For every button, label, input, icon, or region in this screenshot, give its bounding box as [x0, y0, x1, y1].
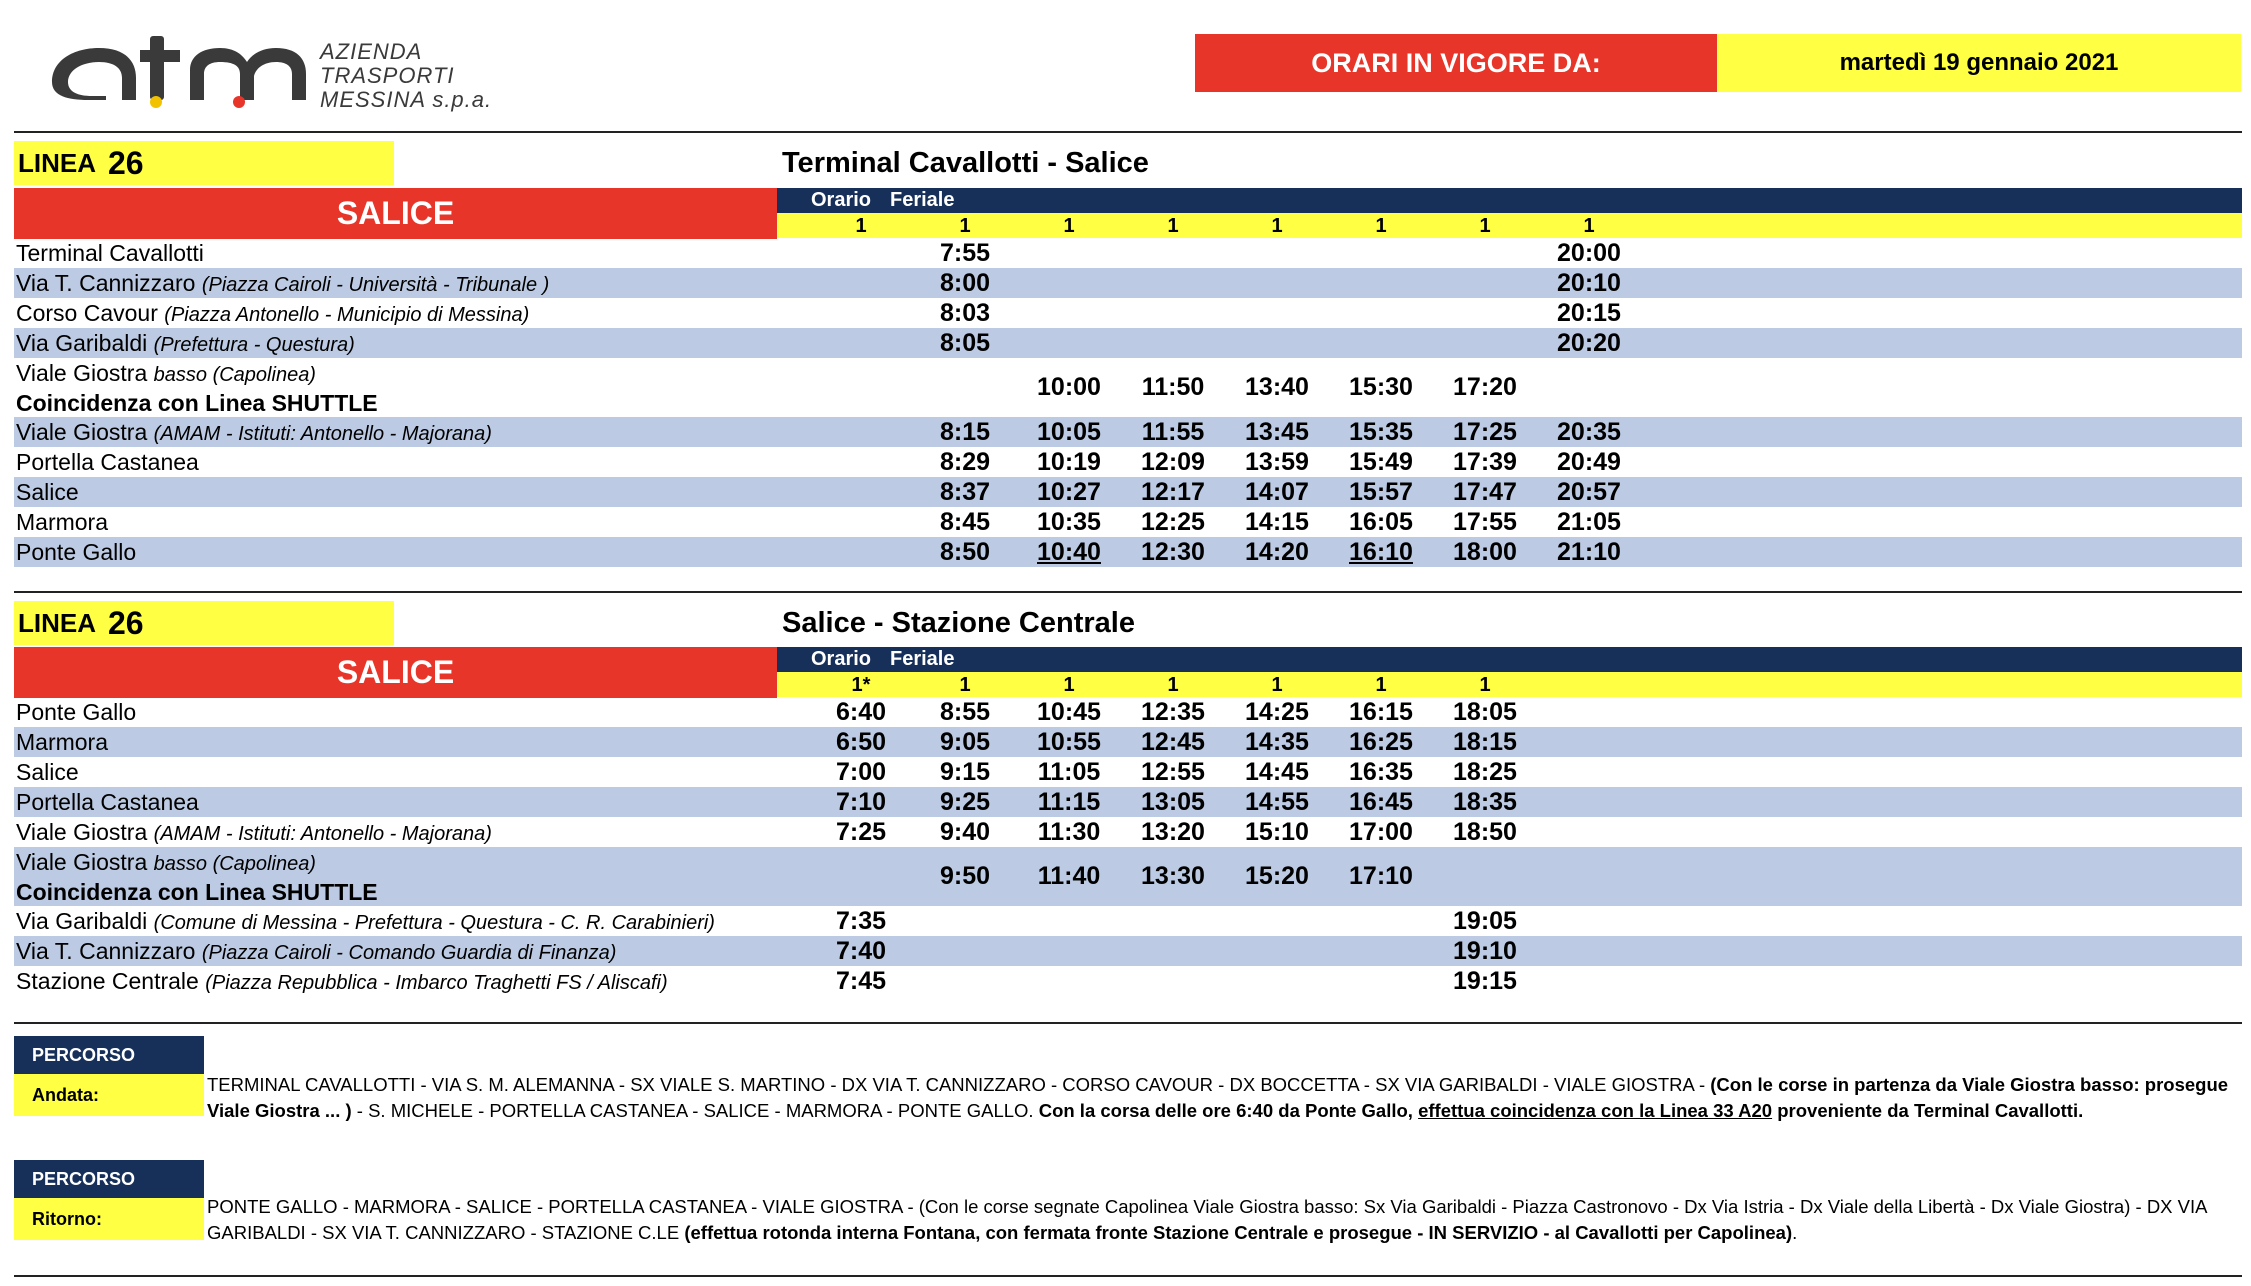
course-codes [777, 213, 2242, 238]
departure-time: 20:35 [1557, 418, 1621, 446]
percorso-ritorno-label: Ritorno: [14, 1198, 204, 1240]
route-title: Terminal Cavallotti - Salice [782, 147, 1149, 179]
stop-label: Stazione Centrale [16, 968, 199, 994]
linea-label: LINEA [18, 147, 96, 178]
departure-time: 10:27 [1037, 478, 1101, 506]
departure-time: 17:20 [1453, 373, 1517, 401]
departure-time: 8:45 [939, 508, 991, 536]
departure-time: 21:05 [1557, 508, 1621, 536]
table-row [14, 936, 2242, 966]
departure-time: 7:35 [835, 907, 887, 935]
stop-label: Via T. Cannizzaro [16, 270, 196, 296]
percorso-andata-text [207, 1072, 2237, 1124]
orario-label: Orario [811, 648, 872, 670]
stop-label: Viale Giostra [16, 849, 148, 875]
table-row [14, 787, 2242, 817]
departure-time: 11:15 [1037, 788, 1101, 816]
table-row [14, 358, 2242, 417]
table-row [14, 268, 2242, 298]
departure-time: 7:55 [939, 239, 991, 267]
departure-time: 8:55 [939, 698, 991, 726]
table-row [14, 238, 2242, 268]
departure-time: 12:45 [1141, 728, 1205, 756]
stop-name [16, 848, 378, 906]
stop-note: basso (Capolinea) [153, 853, 316, 875]
percorso-ritorno-part: . [1792, 1222, 1798, 1243]
stop-name [16, 298, 529, 330]
departure-time: 8:50 [939, 538, 991, 566]
departure-time: 8:37 [939, 478, 991, 506]
departure-time: 10:45 [1037, 698, 1101, 726]
table-row [14, 817, 2242, 847]
departure-time: 15:57 [1349, 478, 1413, 506]
departure-time: 9:15 [939, 758, 991, 786]
departure-time: 14:45 [1245, 758, 1309, 786]
course-code: 1 [1271, 215, 1283, 237]
departure-time: 10:19 [1037, 448, 1101, 476]
shuttle-connection: Coincidenza con Linea SHUTTLE [16, 879, 378, 905]
departure-time: 11:40 [1037, 862, 1101, 890]
stop-note: (AMAM - Istituti: Antonello - Majorana) [153, 823, 492, 845]
departure-time: 14:55 [1245, 788, 1309, 816]
stop-label: Ponte Gallo [16, 699, 137, 725]
departure-time: 18:50 [1453, 818, 1517, 846]
departure-time: 20:49 [1557, 448, 1621, 476]
departure-time: 20:57 [1557, 478, 1621, 506]
stop-label: Ponte Gallo [16, 539, 137, 565]
departure-time: 19:15 [1453, 967, 1517, 995]
course-code: 1 [1583, 215, 1595, 237]
departure-time: 18:05 [1453, 698, 1517, 726]
departure-time: 6:40 [835, 698, 887, 726]
route-title: Salice - Stazione Centrale [782, 607, 1135, 639]
departure-time: 13:05 [1141, 788, 1205, 816]
departure-time: 12:17 [1141, 478, 1205, 506]
departure-time: 13:59 [1245, 448, 1309, 476]
table-row [14, 447, 2242, 477]
stop-label: Via T. Cannizzaro [16, 938, 196, 964]
departure-time: 17:39 [1453, 448, 1517, 476]
course-code: 1* [851, 674, 871, 696]
departure-time: 7:25 [835, 818, 887, 846]
table-row [14, 906, 2242, 936]
departure-time: 9:25 [939, 788, 991, 816]
percorso-title: PERCORSO [14, 1160, 204, 1198]
course-code: 1 [1479, 215, 1491, 237]
departure-time: 16:45 [1349, 788, 1413, 816]
stop-name [16, 359, 378, 417]
departure-time: 13:40 [1245, 373, 1309, 401]
stop-note: (Piazza Antonello - Municipio di Messina) [164, 304, 530, 326]
departure-time: 9:40 [939, 818, 991, 846]
departure-time: 17:47 [1453, 478, 1517, 506]
table-row [14, 697, 2242, 727]
stop-name [16, 757, 79, 787]
stop-note: (Piazza Cairoli - Comando Guardia di Finanza) [201, 942, 617, 964]
departure-time: 16:15 [1349, 698, 1413, 726]
departure-time: 8:00 [939, 269, 991, 297]
departure-time: 13:45 [1245, 418, 1309, 446]
stop-name [16, 727, 108, 757]
departure-time: 8:03 [939, 299, 991, 327]
divider [14, 1022, 2242, 1024]
stop-name [16, 537, 136, 567]
departure-time: 17:00 [1349, 818, 1413, 846]
percorso-ritorno-part: PONTE GALLO - MARMORA - SALICE - PORTELLA CASTANEA - VIALE GIOSTRA - (Con le corse segnate Capolinea Viale Giostra basso: Sx Via Garibaldi - Piazza Castronovo - Dx Via Istria - Dx Viale della Libertà - Dx Viale Giostra) - DX VIA GARIBALDI - SX VIA T. CANNIZZARO - STAZIONE C.LE [207, 1196, 2207, 1243]
stop-label: Viale Giostra [16, 360, 148, 386]
departure-time: 20:00 [1557, 239, 1621, 267]
stop-label: Marmora [16, 729, 109, 755]
course-code: 1 [1271, 674, 1283, 696]
orario-header [777, 188, 2242, 213]
departure-time: 16:35 [1349, 758, 1413, 786]
departure-time: 8:15 [939, 418, 991, 446]
stop-label: Portella Castanea [16, 789, 199, 815]
feriale-label: Feriale [890, 189, 955, 211]
course-code: 1 [855, 215, 867, 237]
departure-time: 9:05 [939, 728, 991, 756]
percorso-andata-link: effettua coincidenza con la Linea 33 A20 [1418, 1100, 1773, 1121]
departure-time: 16:05 [1349, 508, 1413, 536]
departure-time: 18:35 [1453, 788, 1517, 816]
course-code: 1 [1479, 674, 1491, 696]
table-row [14, 328, 2242, 358]
departure-time: 12:30 [1141, 538, 1205, 566]
stop-label: Marmora [16, 509, 109, 535]
valid-from-label: ORARI IN VIGORE DA: [1195, 34, 1717, 92]
divider [14, 591, 2242, 593]
departure-time: 10:55 [1037, 728, 1101, 756]
stop-name [16, 817, 492, 849]
table-row [14, 757, 2242, 787]
table-row [14, 847, 2242, 906]
departure-time: 15:10 [1245, 818, 1309, 846]
departure-time: 11:50 [1141, 373, 1205, 401]
percorso-andata-bold: (Con le corse in partenza da Viale Giostra basso: prosegue Viale Giostra ... ) [207, 1074, 2229, 1121]
company-line-1: AZIENDA [320, 39, 423, 64]
departure-time: 12:09 [1141, 448, 1205, 476]
departure-time: 17:55 [1453, 508, 1517, 536]
percorso-andata-label: Andata: [14, 1074, 204, 1116]
stop-name [16, 936, 616, 968]
stop-name [16, 268, 549, 300]
table-row [14, 477, 2242, 507]
stop-name [16, 328, 355, 360]
stop-name [16, 966, 668, 998]
stop-label: Portella Castanea [16, 449, 199, 475]
departure-time: 14:07 [1245, 478, 1309, 506]
stop-note: (Piazza Repubblica - Imbarco Traghetti FS / Aliscafi) [205, 972, 668, 994]
course-code: 1 [1167, 215, 1179, 237]
stop-name [16, 417, 492, 449]
table-row [14, 507, 2242, 537]
orario-header [777, 647, 2242, 672]
percorso-andata-part: - S. MICHELE - PORTELLA CASTANEA - SALICE - MARMORA - PONTE GALLO. [351, 1100, 1039, 1121]
percorso-ritorno-bold: (effettua rotonda interna Fontana, con fermata fronte Stazione Centrale e prosegue - IN SERVIZIO - al Cavallotti per Capolinea) [684, 1222, 1793, 1243]
percorso-andata-bold: proveniente da Terminal Cavallotti. [1772, 1100, 2084, 1121]
departure-time: 13:20 [1141, 818, 1205, 846]
course-codes [777, 672, 2242, 697]
departure-time: 16:10 [1349, 538, 1413, 566]
departure-time: 12:55 [1141, 758, 1205, 786]
departure-time: 12:35 [1141, 698, 1205, 726]
direction-banner: SALICE [14, 188, 777, 239]
table-row [14, 537, 2242, 567]
departure-time: 12:25 [1141, 508, 1205, 536]
stop-label: Viale Giostra [16, 419, 148, 445]
departure-time: 17:10 [1349, 862, 1413, 890]
stop-name [16, 447, 199, 477]
feriale-label: Feriale [890, 648, 955, 670]
divider [14, 131, 2242, 133]
orario-label: Orario [811, 189, 872, 211]
departure-time: 15:49 [1349, 448, 1413, 476]
course-code: 1 [1375, 674, 1387, 696]
departure-time: 7:10 [835, 788, 887, 816]
departure-time: 14:35 [1245, 728, 1309, 756]
stop-note: (Comune di Messina - Prefettura - Questura - C. R. Carabinieri) [153, 912, 715, 934]
stop-note: (Piazza Cairoli - Università - Tribunale ) [201, 274, 550, 296]
shuttle-connection: Coincidenza con Linea SHUTTLE [16, 390, 378, 416]
stop-note: (AMAM - Istituti: Antonello - Majorana) [153, 423, 492, 445]
stop-name [16, 507, 108, 537]
departure-time: 19:05 [1453, 907, 1517, 935]
departure-time: 7:40 [835, 937, 887, 965]
departure-time: 14:20 [1245, 538, 1309, 566]
departure-time: 20:20 [1557, 329, 1621, 357]
direction-banner: SALICE [14, 647, 777, 698]
linea-label: LINEA [18, 607, 96, 638]
departure-time: 20:10 [1557, 269, 1621, 297]
departure-time: 13:30 [1141, 862, 1205, 890]
departure-time: 10:40 [1037, 538, 1101, 566]
percorso-title: PERCORSO [14, 1036, 204, 1074]
departure-time: 8:05 [939, 329, 991, 357]
table-row [14, 298, 2242, 328]
company-line-3: MESSINA s.p.a. [320, 87, 493, 112]
departure-time: 17:25 [1453, 418, 1517, 446]
stop-label: Salice [16, 479, 79, 505]
course-code: 1 [1063, 674, 1075, 696]
valid-from-date: martedì 19 gennaio 2021 [1717, 34, 2241, 92]
departure-time: 14:15 [1245, 508, 1309, 536]
stop-note: (Prefettura - Questura) [153, 334, 355, 356]
departure-time: 11:55 [1141, 418, 1205, 446]
course-code: 1 [1375, 215, 1387, 237]
company-name [320, 40, 492, 112]
departure-time: 10:35 [1037, 508, 1101, 536]
departure-time: 6:50 [835, 728, 887, 756]
course-code: 1 [1063, 215, 1075, 237]
departure-time: 10:00 [1037, 373, 1101, 401]
stop-label: Via Garibaldi [16, 908, 148, 934]
stop-label: Salice [16, 759, 79, 785]
stop-name [16, 238, 204, 268]
departure-time: 7:45 [835, 967, 887, 995]
percorso-andata-part: TERMINAL CAVALLOTTI - VIA S. M. ALEMANNA - SX VIALE S. MARTINO - DX VIA T. CANNIZZARO - CORSO CAVOUR - DX BOCCETTA - SX VIA GARIBALDI - VIALE GIOSTRA - [207, 1074, 1711, 1095]
departure-time: 15:30 [1349, 373, 1413, 401]
departure-time: 8:29 [939, 448, 991, 476]
company-line-2: TRASPORTI [320, 63, 455, 88]
course-code: 1 [959, 674, 971, 696]
departure-time: 7:00 [835, 758, 887, 786]
course-code: 1 [1167, 674, 1179, 696]
linea-badge [14, 141, 394, 185]
table-row [14, 727, 2242, 757]
table-row [14, 966, 2242, 996]
departure-time: 21:10 [1557, 538, 1621, 566]
stop-name [16, 906, 715, 938]
departure-time: 9:50 [939, 862, 991, 890]
departure-time: 11:05 [1037, 758, 1101, 786]
table-row [14, 417, 2242, 447]
stop-label: Terminal Cavallotti [16, 240, 204, 266]
departure-time: 20:15 [1557, 299, 1621, 327]
stop-label: Viale Giostra [16, 819, 148, 845]
departure-time: 15:20 [1245, 862, 1309, 890]
stop-name [16, 477, 79, 507]
departure-time: 18:25 [1453, 758, 1517, 786]
stop-label: Via Garibaldi [16, 330, 148, 356]
percorso-andata-bold: Con la corsa delle ore 6:40 da Ponte Gallo, [1038, 1100, 1419, 1121]
departure-time: 18:15 [1453, 728, 1517, 756]
linea-badge [14, 601, 394, 645]
course-code: 1 [959, 215, 971, 237]
departure-time: 15:35 [1349, 418, 1413, 446]
stop-name [16, 697, 136, 727]
stop-label: Corso Cavour [16, 300, 158, 326]
departure-time: 19:10 [1453, 937, 1517, 965]
departure-time: 11:30 [1037, 818, 1101, 846]
percorso-ritorno-text [207, 1194, 2237, 1246]
departure-time: 10:05 [1037, 418, 1101, 446]
departure-time: 18:00 [1453, 538, 1517, 566]
stop-name [16, 787, 199, 817]
departure-time: 16:25 [1349, 728, 1413, 756]
departure-time: 14:25 [1245, 698, 1309, 726]
stop-note: basso (Capolinea) [153, 364, 316, 386]
atm-logo-mark [44, 30, 314, 110]
linea-number: 26 [108, 604, 144, 641]
linea-number: 26 [108, 144, 144, 181]
divider [14, 1275, 2242, 1277]
